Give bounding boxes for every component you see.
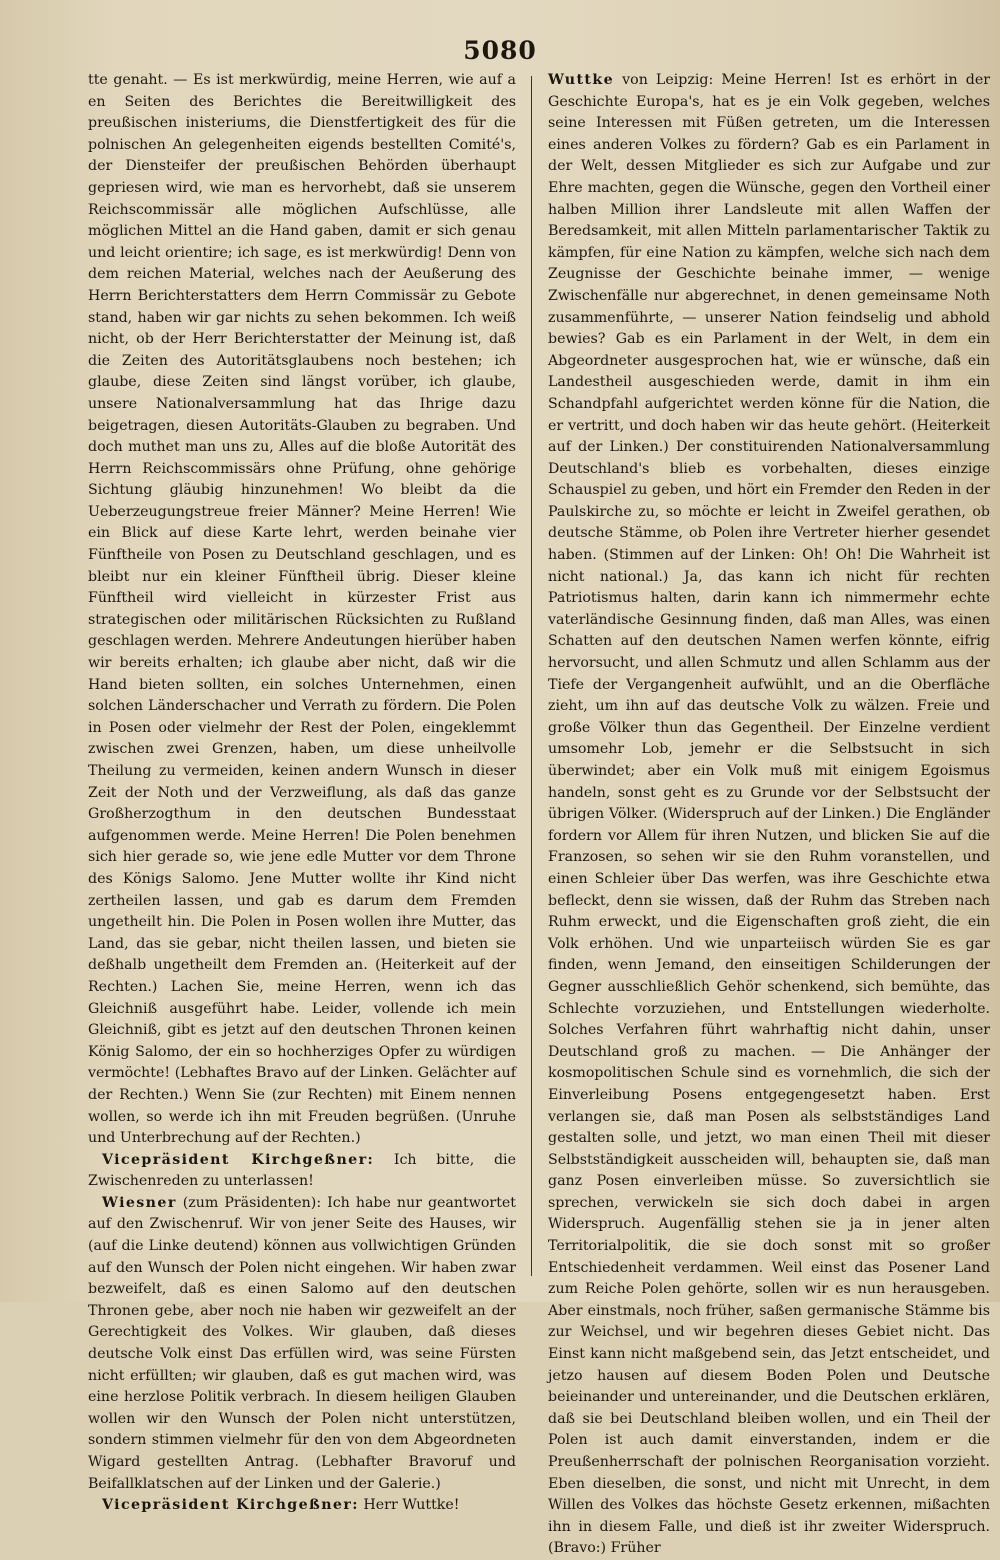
paragraph-text: von Leipzig: Meine Herren! Ist es erhört in der Geschichte Europa's, hat es je ein Volk gegeben, welches seine Interessen mit Füßen getreten, um die Interessen eines anderen Volkes zu fördern? Gab es ein Parlament in der Welt, dessen Mitglieder es sich zur Aufgabe und zur Ehre machten, gegen die Wünsche, gegen den Vortheil einer halben Million ihrer Landsleute mit allen Waffen der Beredsamkeit, mit allen Mitteln parlamentarischer Taktik zu kämpfen, für eine Nation zu kämpfen, welche sich nach dem Zeugnisse der Geschichte beinahe immer, — wenige Zwischenfälle nur abgerechnet, in denen gemeinsame Noth zusammenführte, — unserer Nation feindselig und abhold bewies? Gab es ein Parlament in der Welt, in dem ein Abgeordneter ausgesprochen hat, wie er wünsche, daß ein Landestheil ausgeschieden werde, damit in ihm ein Schandpfahl aufgerichtet werden könne für die Nation, die er vertritt, und doch haben wir das heute gehört. (Heiterkeit auf der Linken.) Der constituirenden Nationalversammlung Deutschland's blieb es vorbehalten, dieses einzige Schauspiel zu geben, und hört ein Fremder den Reden in der Paulskirche zu, so möchte er leicht in Zweifel gerathen, ob deutsche Stämme, ob Polen ihre Vertreter hierher gesendet haben. (Stimmen auf der Linken: Oh! Oh! Die Wahrheit ist nicht national.) Ja, das kann ich nicht für rechten Patriotismus halten, darin kann ich nimmermehr echte vaterländische Gesinnung finden, daß man Alles, was einen Schatten auf den deutschen Namen werfen könnte, eifrig hervorsucht, und allen Schmutz und allen Schlamm aus der Tiefe der Vergangenheit aufwühlt, und an die Oberfläche zieht, um ihn auf das deutsche Volk zu wälzen. Freie und große Völker thun das Gegentheil. Der Einzelne verdient umsomehr Lob, jemehr er die Selbstsucht in sich überwindet; aber ein Volk muß mit einigem Egoismus handeln, sonst geht es zu Grunde vor der Selbstsucht der übrigen Völker. (Widerspruch auf der Linken.) Die Engländer fordern vor Allem für ihren Nutzen, und blicken Sie auf die Franzosen, so sehen wir sie den Ruhm voranstellen, und einen Schleier über Das werfen, was ihre Geschichte etwa befleckt, denn sie wissen, daß der Ruhm das Streben nach Ruhm erweckt, und die Eigenschaften groß zieht, die ein Volk erhöhen. Und wie unparteiisch würden Sie es gar finden, wenn Jemand, den einseitigen Schilderungen der Gegner ausschließlich Gehör schenkend, sich bemühte, das Schlechte vorzuziehen, und Entstellungen wiederholte. Solches Verfahren führt wahrhaftig nicht dahin, unser Deutschland groß zu machen. — Die Anhänger der kosmopolitischen Schule sind es vornehmlich, die sich der Einverleibung Posens entgegengesetzt haben. Erst verlangen sie, daß man Posen als selbstständiges Land gestalten solle, und jetzt, wo man einen Theil mit dieser Selbstständigkeit ausscheiden will, behaupten sie, daß man ganz Posen einverleiben müsse. So zuversichtlich sie sprechen, verwickeln sie sich doch dabei in argen Widerspruch. Augenfällig stehen sie ja in jener alten Territorialpolitik, die sie doch sonst mit so großer Entschiedenheit verdammen. Weil einst das Posener Land zum Reiche Polen gehörte, sollen wir es nun herausgeben. Aber einstmals, noch früher, saßen germanische Stämme bis zur Weichsel, und wir begehren dieses Gebiet nicht. Das Einst kann nicht maßgebend sein, das Jetzt entscheidet, und jetzo hausen auf diesem Boden Polen und Deutsche beieinander und untereinander, und die Deutschen erklären, daß sie bei Deutschland bleiben wollen, und ein Theil der Polen ist auch damit einverstanden, indem er die Preußenherrschaft der polnischen Reorganisation vorzieht. Eben dieselben, die sonst, und nicht mit Unrecht, in dem Willen des Volkes das höchste Gesetz erkennen, mißachten ihn in diesem Falle, und dieß ist ihr zweiter Widerspruch. (Bravo:) Früher bbox=[548, 72, 990, 1557]
paragraph bbox=[88, 1150, 516, 1193]
column-divider bbox=[531, 76, 532, 1276]
paragraph bbox=[88, 1495, 516, 1517]
paragraph-text: tte genaht. — Es ist merkwürdig, meine Herren, wie auf a en Seiten des Berichtes die Bereitwilligkeit des preußischen inisteriums, die Dienstfertigkeit des für die polnischen An gelegenheiten eigends bestellten Comité's, der Diensteifer der preußischen Behörden überhaupt gepriesen wird, wie man es hervorhebt, daß sie unserem Reichscommissär alle möglichen Aufschlüsse, alle möglichen Mittel an die Hand gaben, damit er sich genau und leicht orientire; ich sage, es ist merkwürdig! Denn von dem reichen Material, welches nach der Aeußerung des Herrn Berichterstatters dem Herrn Commissär zu Gebote stand, haben wir gar nichts zu sehen bekommen. Ich weiß nicht, ob der Herr Berichterstatter der Meinung ist, daß die Zeiten des Autoritätsglaubens noch bestehen; ich glaube, diese Zeiten sind längst vorüber, ich glaube, unsere Nationalversammlung hat das Ihrige dazu beigetragen, diesen Autoritäts-Glauben zu begraben. Und doch muthet man uns zu, Alles auf die bloße Autorität des Herrn Reichscommissärs ohne Prüfung, ohne gehörige Sichtung gläubig hinzunehmen! Wo bleibt da die Ueberzeugungstreue freier Männer? Meine Herren! Wie ein Blick auf diese Karte lehrt, werden beinahe vier Fünftheile von Posen zu Deutschland geschlagen, und es bleibt nur ein kleiner Fünftheil übrig. Dieser kleine Fünftheil wird vielleicht in kürzester Frist aus strategischen oder militärischen Rücksichten zu Rußland geschlagen werden. Mehrere Andeutungen hierüber haben wir bereits erhalten; ich glaube aber nicht, daß wir die Hand bieten sollten, ein solches Unternehmen, einen solchen Länderschacher und Verrath zu fördern. Die Polen in Posen oder vielmehr der Rest der Polen, eingeklemmt zwischen zwei Grenzen, haben, um diese unheilvolle Theilung zu vermeiden, keinen andern Wunsch in dieser Zeit der Noth und der Verzweiflung, als daß das ganze Großherzogthum in den deutschen Bundesstaat aufgenommen werde. Meine Herren! Die Polen benehmen sich hier gerade so, wie jene edle Mutter vor dem Throne des Königs Salomo. Jene Mutter wollte ihr Kind nicht zertheilen lassen, und gab es darum dem Fremden ungetheilt hin. Die Polen in Posen wollen ihre Mutter, das Land, das sie gebar, nicht theilen lassen, und bieten sie deßhalb ungetheilt dem Fremden an. (Heiterkeit auf der Rechten.) Lachen Sie, meine Herren, wenn ich das Gleichniß ausgeführt habe. Leider, vollende ich mein Gleichniß, gibt es jetzt auf den deutschen Thronen keinen König Salomo, der ein so hochherziges Opfer zu würdigen vermöchte! (Lebhaftes Bravo auf der Linken. Gelächter auf der Rechten.) Wenn Sie (zur Rechten) mit Einem nennen wollen, so werde ich ihn mit Freuden begrüßen. (Unruhe und Unterbrechung auf der Rechten.) bbox=[88, 72, 516, 1147]
right-column bbox=[548, 70, 990, 1557]
paragraph bbox=[88, 70, 516, 1150]
paragraph bbox=[88, 1193, 516, 1495]
paragraph-text: (zum Präsidenten): Ich habe nur geantwortet auf den Zwischenruf. Wir von jener Seite des Hauses, wir (auf die Linke deutend) können aus vollwichtigen Gründen auf den Wunsch der Polen nicht eingehen. Wir haben zwar bezweifelt, daß es einen Salomo auf den deutschen Thronen gebe, aber noch nie haben wir gezweifelt an der Gerechtigkeit des Volkes. Wir glauben, daß dieses deutsche Volk einst Das erfüllen wird, was seine Fürsten nicht erfüllten; wir glauben, daß es gut machen wird, was eine herzlose Politik verbrach. In diesem heiligen Glauben wollen wir den Wunsch der Polen nicht unterstützen, sondern stimmen vielmehr für den von dem Abgeordneten Wigard gestellten Antrag. (Lebhafter Bravoruf und Beifallklatschen auf der Linken und der Galerie.) bbox=[88, 1194, 517, 1492]
speaker-name: Wuttke bbox=[548, 72, 615, 88]
speaker-name: Wiesner bbox=[102, 1194, 177, 1211]
paragraph-text: Herr Wuttke! bbox=[363, 1497, 460, 1514]
paragraph bbox=[548, 70, 990, 1560]
paragraph-text: Ich bitte, die Zwischenreden zu unterlassen! bbox=[88, 1151, 516, 1190]
speaker-name: Vicepräsident Kirchgeßner: bbox=[102, 1497, 359, 1514]
speaker-name: Vicepräsident Kirchgeßner: bbox=[102, 1151, 375, 1168]
left-column bbox=[88, 70, 517, 1514]
page-number: 5080 bbox=[463, 36, 537, 65]
